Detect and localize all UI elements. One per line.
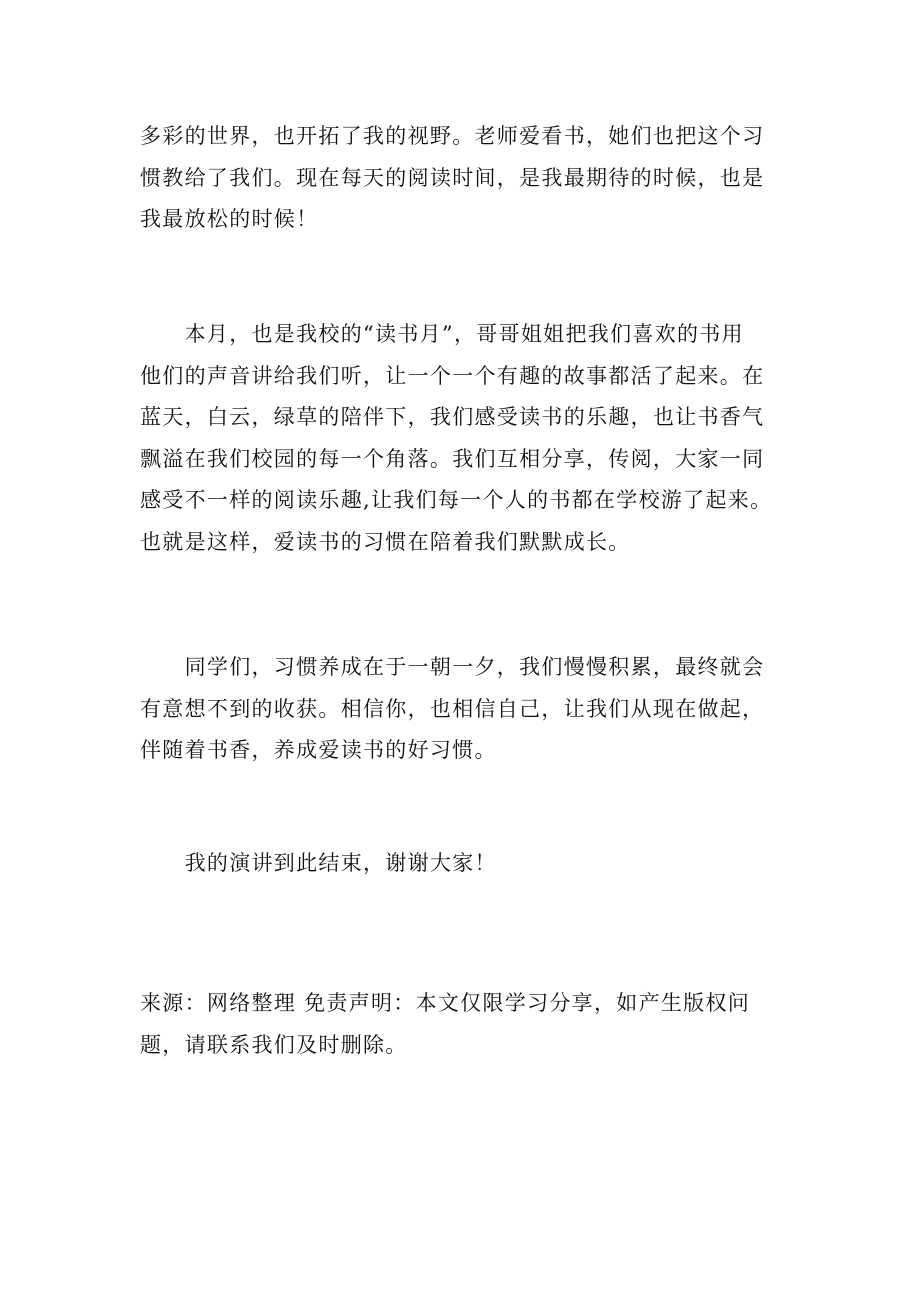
text-line: 同学们，习惯养成在于一朝一夕，我们慢慢积累，最终就会	[140, 655, 765, 679]
text-line: 有意想不到的收获。相信你，也相信自己，让我们从现在做起，	[140, 696, 765, 721]
paragraph-habit	[140, 647, 800, 772]
text-line: 我最放松的时候！	[140, 207, 319, 231]
paragraph-closing	[140, 843, 800, 885]
paragraph-intro-continuation	[140, 116, 800, 241]
text-line: 他们的声音讲给我们听，让一个一个有趣的故事都活了起来。在	[140, 363, 765, 388]
text-line: 感受不一样的阅读乐趣,让我们每一个人的书都在学校游了起来。	[140, 488, 773, 512]
text-line: 惯教给了我们。现在每天的阅读时间，是我最期待的时候，也是	[140, 165, 765, 190]
text-line: 飘溢在我们校园的每一个角落。我们互相分享，传阅，大家一同	[140, 446, 765, 471]
text-line: 多彩的世界，也开拓了我的视野。老师爱看书，她们也把这个习	[140, 124, 765, 148]
text-line: 也就是这样，爱读书的习惯在陪着我们默默成长。	[140, 529, 631, 554]
source-disclaimer	[140, 983, 800, 1066]
text-line: 来源：网络整理 免责声明：本文仅限学习分享，如产生版权问	[140, 991, 751, 1015]
text-line: 蓝天，白云，绿草的陪伴下，我们感受读书的乐趣，也让书香气	[140, 405, 765, 429]
text-line: 伴随着书香，养成爱读书的好习惯。	[140, 738, 497, 762]
text-line: 我的演讲到此结束，谢谢大家！	[140, 851, 497, 875]
text-line: 题，请联系我们及时删除。	[140, 1032, 408, 1057]
paragraph-reading-month	[140, 314, 800, 563]
text-line: 本月，也是我校的“读书月”，哥哥姐姐把我们喜欢的书用	[140, 322, 744, 346]
